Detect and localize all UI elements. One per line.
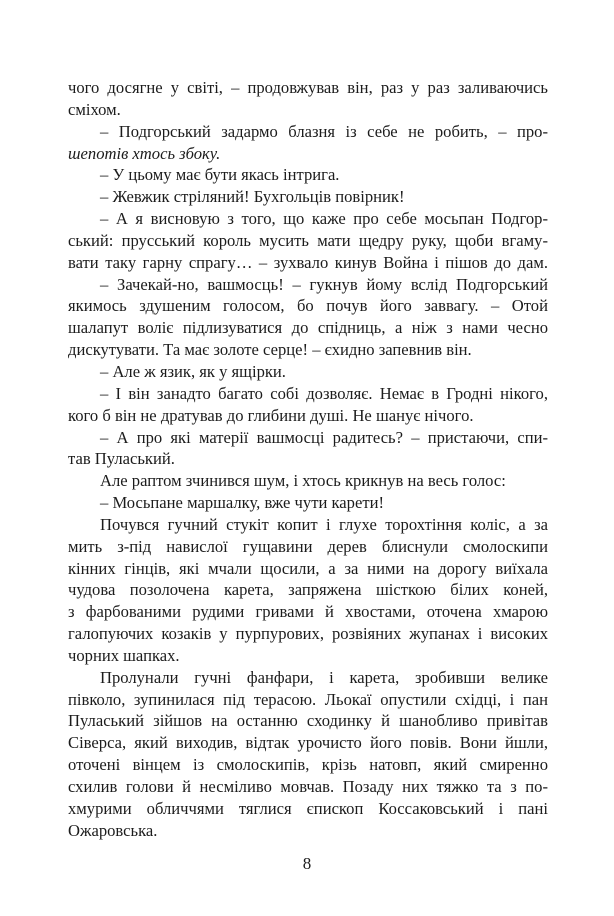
text-line: – А про які матерії вашмосці радитесь? – пристаючи, спи- — [100, 427, 548, 447]
text-line: – Жевжик стріляний! Бухгольців повірник! — [100, 187, 405, 207]
text-line: Сіверса, який виходив, відтак урочисто його повів. Вони йшли, — [68, 733, 548, 753]
text-line: кінних гінців, які мчали щосили, а за ними на дорогу виїхала — [68, 558, 548, 578]
text-line: – Мосьпане маршалку, вже чути карети! — [100, 493, 384, 513]
text-line: – У цьому має бути якась інтрига. — [100, 165, 340, 185]
text-line: чого досягне у світі, – продовжував він, раз у раз заливаючись — [68, 78, 548, 97]
text-line: якимось здушеним голосом, бо почув його заввагу. – Отой — [68, 296, 548, 316]
text-line: мить з-під навислої гущавини дерев блиснули смолоскипи — [68, 536, 548, 556]
text-line: дискутувати. Та має золоте серце! – єхидно запевнив він. — [68, 340, 472, 360]
text-line: чорних шапках. — [68, 645, 180, 665]
page-number: 8 — [302, 854, 312, 873]
text-line: Пуласький зійшов на останню сходинку й шанобливо привітав — [68, 711, 548, 731]
text-line: Але раптом зчинився шум, і хтось крикнув на весь голос: — [100, 471, 506, 491]
text-line: сміхом. — [68, 99, 121, 119]
text-line: – А я висновую з того, що каже про себе мосьпан Подгор- — [100, 209, 548, 229]
text-line: Почувся гучний стукіт копит і глухе торохтіння коліс, а за — [100, 514, 548, 534]
text-line: – Зачекай-но, вашмосць! – гукнув йому вслід Подгорський — [100, 274, 548, 294]
text-line: шепотів хтось збоку. — [68, 143, 221, 163]
text-line: тав Пуласький. — [68, 449, 175, 469]
text-line: кого б він не дратував до глибини душі. Не шанує нічого. — [68, 405, 474, 425]
text-line: – Подгорський задармо блазня із себе не робить, – про- — [100, 121, 548, 141]
text-line: галопуючих козаків у пурпурових, розвіяних жупанах і високих — [68, 624, 548, 644]
text-line: вати таку гарну спрагу… – зухвало кинув Война і пішов до дам. — [68, 252, 548, 272]
text-line: оточені вінцем із смолоскипів, крізь натовп, який смиренно — [68, 755, 548, 775]
body-text — [68, 77, 548, 842]
text-line: Пролунали гучні фанфари, і карета, зробивши велике — [100, 667, 548, 687]
text-line: схилив голови й несміливо мовчав. Позаду них тяжко та з по- — [68, 777, 548, 796]
text-line: півколо, зупинилася під терасою. Льокаї опустили східці, і пан — [68, 689, 548, 709]
text-line: шалапут воліє підлизуватися до спідниць, а ніж з нами чесно — [68, 318, 548, 338]
text-line: – Але ж язик, як у ящірки. — [100, 361, 286, 381]
text-line: чудова позолочена карета, запряжена шісткою білих коней, — [68, 580, 548, 600]
text-line: Ожаровська. — [68, 820, 158, 840]
text-line: ський: прусський король мусить мати щедру руку, щоби вгаму- — [68, 230, 548, 250]
text-line: – І він занадто багато собі дозволяє. Немає в Гродні нікого, — [100, 383, 548, 403]
text-line: з фарбованими рудими гривами й хвостами, оточена хмарою — [68, 602, 548, 622]
text-line: хмурими обличчями тяглися єпископ Коссаковський і пані — [68, 798, 548, 818]
